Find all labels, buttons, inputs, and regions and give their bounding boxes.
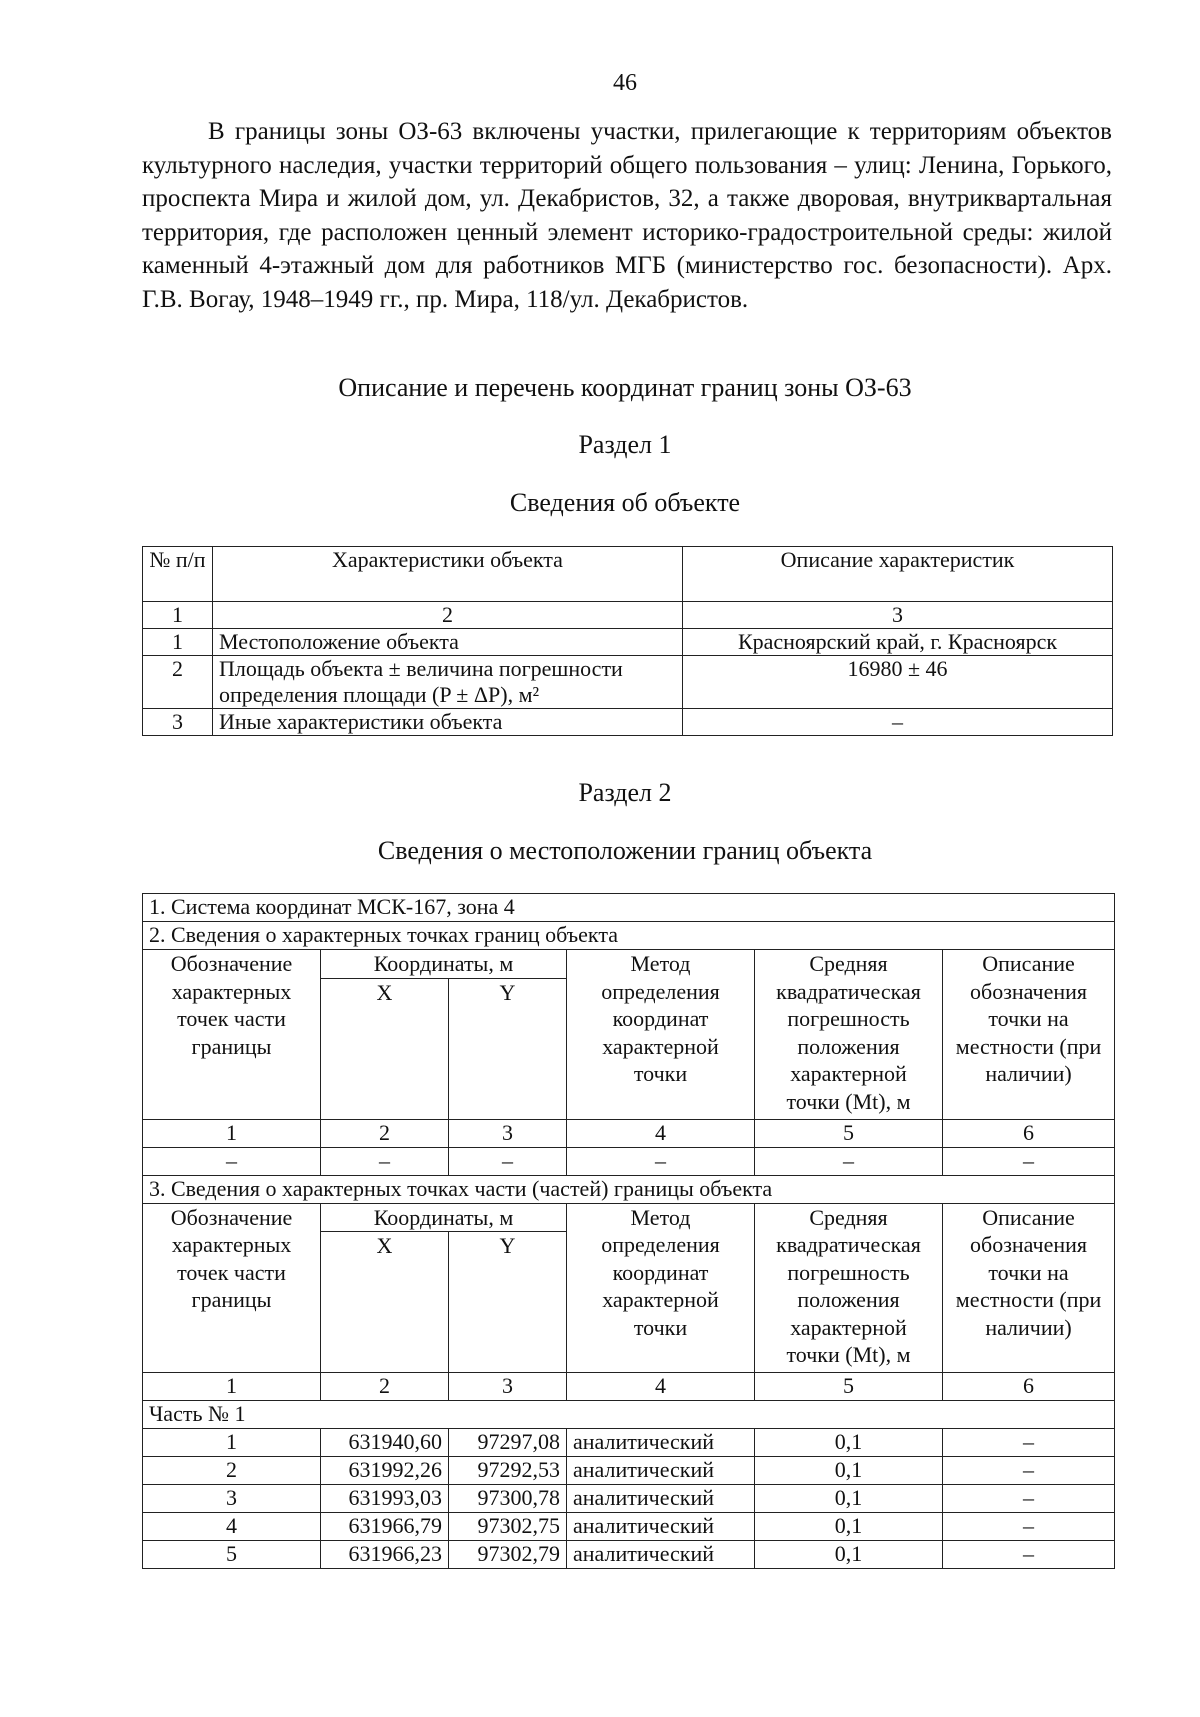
table-row (143, 1541, 1115, 1569)
table-cell: – (943, 1147, 1115, 1175)
table-cell: 2 (321, 1119, 449, 1147)
table-cell: 4 (143, 1513, 321, 1541)
table-cell: 3 (449, 1373, 567, 1401)
table-cell: Местоположение объекта (213, 629, 683, 656)
table-cell: аналитический (567, 1429, 755, 1457)
object-info-table (142, 546, 1113, 736)
table-cell: 6 (943, 1119, 1115, 1147)
table-numbering-row (143, 602, 1113, 629)
table-cell: 2 (143, 1457, 321, 1485)
block2-title-cell: 2. Сведения о характерных точках границ объекта (143, 922, 1115, 950)
table-cell: 97302,75 (449, 1513, 567, 1541)
header-error: Средняя квадратическая погрешность положения характерной точки (Mt), м (755, 1203, 943, 1373)
table-cell: 3 (143, 709, 213, 736)
section2-subheading: Сведения о местоположении границ объекта (377, 836, 873, 865)
table-cell: 4 (567, 1119, 755, 1147)
part-label-row (143, 1401, 1115, 1429)
table-cell: 631966,79 (321, 1513, 449, 1541)
header-y: Y (449, 1232, 567, 1373)
column-numbers-row (143, 1119, 1115, 1147)
block3-title-row (143, 1175, 1115, 1203)
empty-data-row (143, 1147, 1115, 1175)
table-cell: – (943, 1429, 1115, 1457)
table-cell: – (943, 1541, 1115, 1569)
table-row (143, 629, 1113, 656)
section1-subheading: Сведения об объекте (509, 488, 741, 517)
page-number: 46 (613, 70, 637, 96)
table-cell: 0,1 (755, 1457, 943, 1485)
table-cell: 1 (143, 602, 213, 629)
table-cell: – (143, 1147, 321, 1175)
table-cell: 16980 ± 46 (683, 656, 1113, 709)
table-cell: 1 (143, 629, 213, 656)
table-cell: 97302,79 (449, 1541, 567, 1569)
table-cell: Площадь объекта ± величина погрешности определения площади (P ± ΔP), м² (213, 656, 683, 709)
table-cell: 0,1 (755, 1513, 943, 1541)
header-description: Описание обозначения точки на местности (при наличии) (943, 950, 1115, 1120)
table-cell: 97292,53 (449, 1457, 567, 1485)
header-method: Метод определения координат характерной точки (567, 1203, 755, 1373)
table-row (143, 1457, 1115, 1485)
header-designation: Обозначение характерных точек части границы (143, 1203, 321, 1373)
table-cell: – (943, 1485, 1115, 1513)
table-cell: Иные характеристики объекта (213, 709, 683, 736)
section1-heading: Раздел 1 (578, 430, 672, 459)
table-cell: 631992,26 (321, 1457, 449, 1485)
header-description: Описание характеристик (683, 547, 1113, 602)
table-cell: 2 (321, 1373, 449, 1401)
table-row (143, 656, 1113, 709)
block2-header-row (143, 950, 1115, 979)
section2-heading: Раздел 2 (578, 778, 672, 807)
table-cell: 6 (943, 1373, 1115, 1401)
part-label-cell: Часть № 1 (143, 1401, 1115, 1429)
table-cell: 1 (143, 1119, 321, 1147)
table-cell: 0,1 (755, 1541, 943, 1569)
header-method: Метод определения координат характерной точки (567, 950, 755, 1120)
table-row (143, 1429, 1115, 1457)
table-row (143, 709, 1113, 736)
table-cell: 3 (143, 1485, 321, 1513)
header-coords: Координаты, м (321, 950, 567, 979)
block2-title-row (143, 922, 1115, 950)
table-cell: 2 (213, 602, 683, 629)
table-cell: 1 (143, 1429, 321, 1457)
table-row (143, 1485, 1115, 1513)
header-x: X (321, 978, 449, 1119)
table-cell: 1 (143, 1373, 321, 1401)
document-title: Описание и перечень координат границ зоны ОЗ-63 (338, 373, 912, 402)
header-characteristics: Характеристики объекта (213, 547, 683, 602)
header-coords: Координаты, м (321, 1203, 567, 1232)
coord-system-row (143, 894, 1115, 922)
table-cell: 97297,08 (449, 1429, 567, 1457)
header-y: Y (449, 978, 567, 1119)
table-cell: 0,1 (755, 1429, 943, 1457)
table-cell: 4 (567, 1373, 755, 1401)
block3-title-cell: 3. Сведения о характерных точках части (частей) границы объекта (143, 1175, 1115, 1203)
coord-system-cell: 1. Система координат МСК-167, зона 4 (143, 894, 1115, 922)
table-row (143, 1513, 1115, 1541)
table-cell: 5 (143, 1541, 321, 1569)
table-cell: аналитический (567, 1513, 755, 1541)
header-number: № п/п (143, 547, 213, 602)
table-cell: 631940,60 (321, 1429, 449, 1457)
table-cell: – (567, 1147, 755, 1175)
table-cell: – (755, 1147, 943, 1175)
header-designation: Обозначение характерных точек части границы (143, 950, 321, 1120)
table-cell: – (683, 709, 1113, 736)
table-cell: 97300,78 (449, 1485, 567, 1513)
table-header-row (143, 547, 1113, 602)
table-cell: 5 (755, 1119, 943, 1147)
table-cell: 0,1 (755, 1485, 943, 1513)
table-cell: 5 (755, 1373, 943, 1401)
boundary-coordinates-table (142, 893, 1115, 1569)
table-cell: – (943, 1457, 1115, 1485)
table-cell: аналитический (567, 1541, 755, 1569)
table-cell: 631966,23 (321, 1541, 449, 1569)
header-x: X (321, 1232, 449, 1373)
table-cell: 631993,03 (321, 1485, 449, 1513)
table-cell: аналитический (567, 1457, 755, 1485)
block3-header-row (143, 1203, 1115, 1232)
column-numbers-row (143, 1373, 1115, 1401)
table-cell: – (321, 1147, 449, 1175)
header-description: Описание обозначения точки на местности (при наличии) (943, 1203, 1115, 1373)
intro-paragraph: В границы зоны ОЗ-63 включены участки, прилегающие к территориям объектов культурного наследия, участки территорий общего пользования – улиц: Ленина, Горького, проспекта Мира и жилой дом, ул. Декабристов, 32, а также дворовая, внутриквартальная территория, где расположен ценный элемент историко-градостроительной среды: жилой каменный 4-этажный дом для работников МГБ (министерство гос. безопасности). Арх. Г.В. Вогау, 1948–1949 гг., пр. Мира, 118/ул. Декабристов. (142, 118, 1112, 313)
header-error: Средняя квадратическая погрешность положения характерной точки (Mt), м (755, 950, 943, 1120)
table-cell: 3 (449, 1119, 567, 1147)
table-cell: Красноярский край, г. Красноярск (683, 629, 1113, 656)
table-cell: – (449, 1147, 567, 1175)
table-cell: 2 (143, 656, 213, 709)
table-cell: – (943, 1513, 1115, 1541)
table-cell: 3 (683, 602, 1113, 629)
table-cell: аналитический (567, 1485, 755, 1513)
